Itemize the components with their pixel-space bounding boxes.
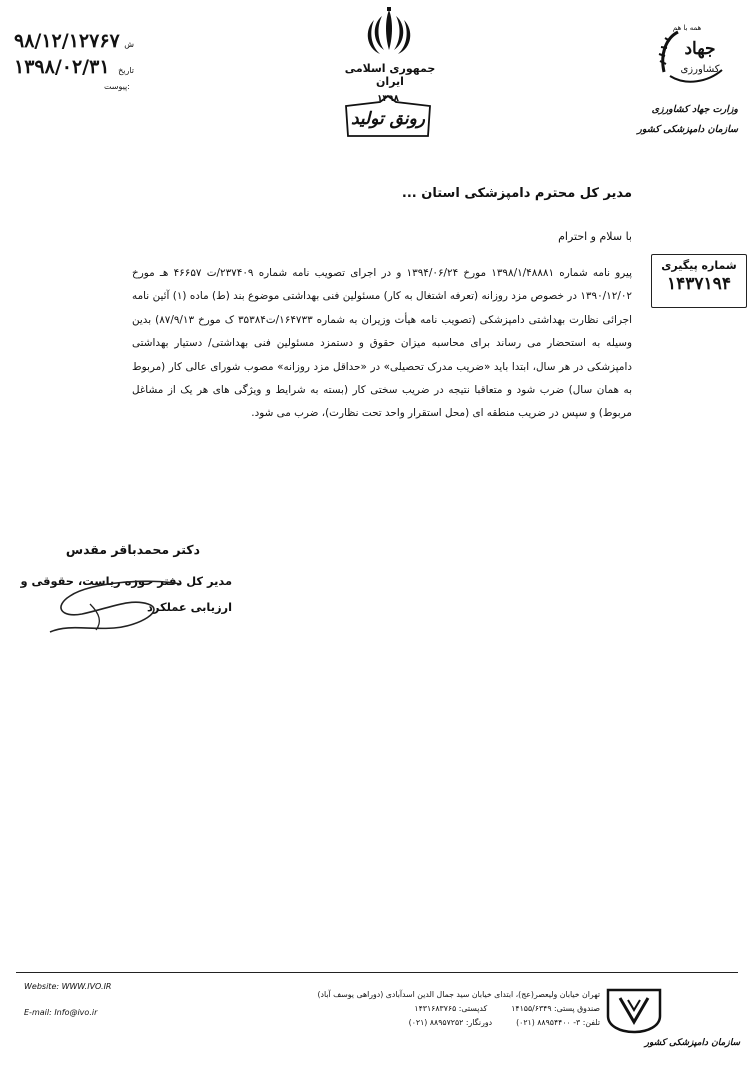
footer-address: تهران خیابان ولیعصر(عج)، ابتدای خیابان سید جمال الدین اسدآبادی (دوراهی یوسف آباد): [317, 990, 600, 999]
footer-phone-row: [260, 1016, 600, 1030]
postbox-value: ۱۴۱۵۵/۶۳۴۹: [511, 1004, 552, 1013]
jihad-agriculture-logo-icon: [656, 24, 734, 90]
letter-body: پیرو نامه شماره ۱۳۹۸/۱/۴۸۸۸۱ مورخ ۱۳۹۴/۰۶/۲۴ و در اجرای تصویب نامه شماره ۲۳۷۴۰۹/ت ۴۶۶۵۷ هـ مورخ ۱۳۹۰/۱۲/۰۲ در خصوص مزد روزانه (تعرفه اشتغال به کار) مسئولین فنی بهداشتی موضوع بند (ط) ماده (۱) آئین نامه اجرائی نظارت بهداشتی دامپزشکی (تصویب نامه هیأت وزیران به شماره ۱۶۴۷۳۳/ت۳۵۳۸۴ ک مورخ ۸۷/۹/۱۳) بدین وسیله به استحضار می رساند برای محاسبه میزان حقوق و دستمزد مسئولین فنی بهداشتی/ دستیار بهداشتی دامپزشکی در هر سال، ابتدا باید «ضریب مدرک تحصیلی» در «حداقل مزد روزانه» مصوب شورای عالی کار (مربوط به همان سال) ضرب شود و متعاقبا نتیجه در ضریب سختی کار (بسته به شرایط و ویژگی های هر یک از مشاغل مربوط) و سپس در ضریب منطقه ای (محل استقرار واحد تحت نظارت)، ضرب می شود.: [132, 267, 632, 420]
ministry-title: [596, 100, 738, 140]
footer-email[interactable]: E-mail: Info@ivo.ir: [24, 1008, 98, 1017]
letter-number-row: [14, 30, 134, 56]
vet-organization-logo-icon: [604, 986, 664, 1034]
svg-text:کشاورزی: کشاورزی: [680, 64, 720, 75]
footer-divider: [16, 972, 738, 973]
greeting: با سلام و احترام: [558, 230, 632, 243]
postcode-label: کدپستی:: [458, 1004, 488, 1013]
tracking-label: شماره پیگیری: [661, 259, 737, 272]
footer-postal-row: [260, 1002, 600, 1016]
tracking-number: ۱۴۳۷۱۹۴: [667, 274, 731, 294]
logo-motto: همه با هم: [672, 24, 702, 32]
republic-title: جمهوری اسلامی ایران: [344, 62, 436, 88]
svg-text:جهاد: جهاد: [684, 39, 716, 59]
letter-number-label: ش: [124, 40, 134, 49]
slogan-year: ۱۳۹۸: [377, 94, 399, 104]
footer-organization: سازمان دامپزشکی کشور: [644, 1038, 740, 1048]
handwritten-signature-icon: [30, 574, 190, 638]
signer-name: دکتر محمدباقر مقدس: [65, 542, 200, 557]
letter-date-row: [14, 56, 134, 82]
slogan-text: رونق تولید: [351, 109, 425, 129]
signer-title: مدیر کل دفتر حوزه ریاست، حقوقی و ارزیابی عملکرد: [20, 574, 232, 614]
tracking-number-box: [651, 254, 747, 308]
phone-label: تلفن:: [582, 1018, 600, 1027]
ministry-name: وزارت جهاد کشاورزی: [651, 104, 738, 115]
attachment-label: پیوست:: [103, 82, 130, 91]
year-slogan: [340, 92, 436, 142]
letter-date: ۱۳۹۸/۰۲/۳۱: [14, 56, 110, 78]
postbox-label: صندوق پستی:: [554, 1004, 600, 1013]
phone-value: ۳- ۸۸۹۵۴۴۰۰ (۰۲۱): [516, 1018, 581, 1027]
organization-name: سازمان دامپزشکی کشور: [637, 124, 738, 135]
footer-address-block: [260, 988, 600, 1030]
fax-field: [409, 1016, 492, 1030]
phone-field: [516, 1016, 600, 1030]
fax-label: دورنگار:: [465, 1018, 493, 1027]
letter-metadata: [14, 30, 134, 91]
footer-website[interactable]: Website: WWW.IVO.IR: [24, 982, 112, 991]
letter-number: ۹۸/۱۲/۱۲۷۶۷: [14, 30, 120, 52]
iran-emblem-icon: [360, 6, 418, 62]
postcode-field: [414, 1002, 487, 1016]
fax-value: ۸۸۹۵۷۲۵۲ (۰۲۱): [408, 1018, 464, 1027]
postcode-value: ۱۴۳۱۶۸۳۷۶۵: [414, 1004, 457, 1013]
letter-date-label: تاریخ: [118, 66, 134, 75]
postbox-field: [511, 1002, 600, 1016]
addressee: مدیر کل محترم دامپزشکی استان ...: [401, 186, 632, 201]
